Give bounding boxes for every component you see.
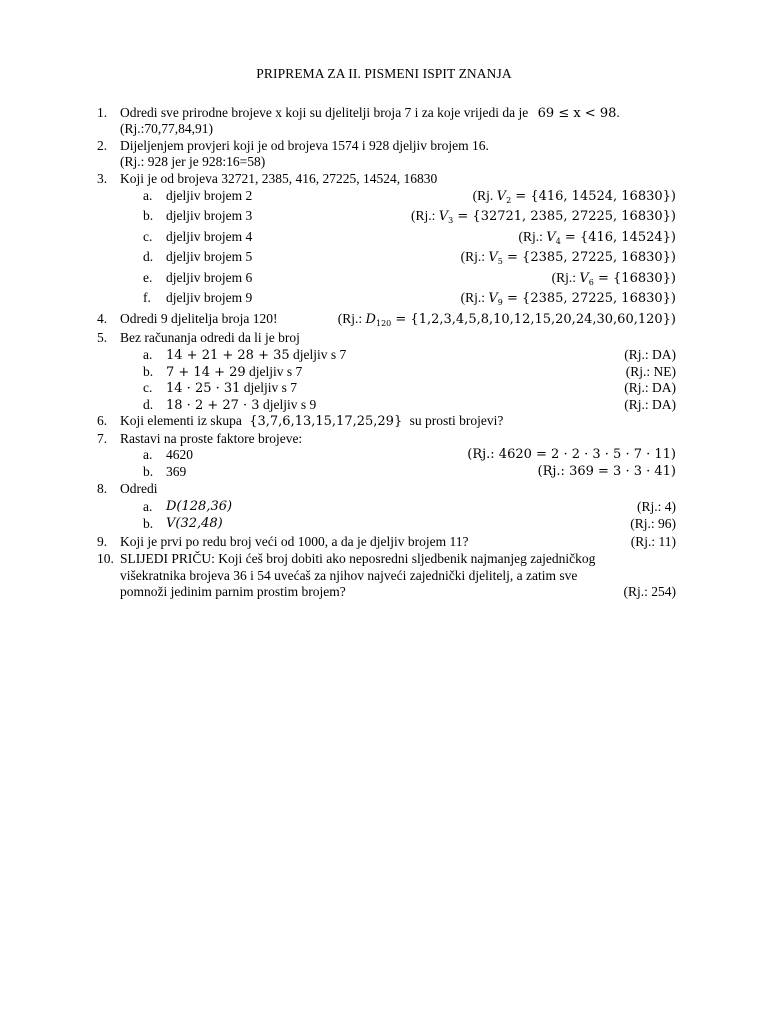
question-number: 4. <box>97 311 108 326</box>
sub-item: d. 18 · 2 + 27 · 3 djeljiv s 9 (Rj.: DA) <box>143 397 676 413</box>
answer: (Rj.: NE) <box>625 364 676 379</box>
question-6: 6. Koji elementi iz skupa {3,7,6,13,15,17,25,29} su prosti brojevi? <box>97 413 504 429</box>
answer: (Rj.: 369 = 3 · 3 · 41) <box>537 464 676 479</box>
question-text: Odredi <box>120 481 158 496</box>
answer: (Rj.: 4620 = 2 · 2 · 3 · 5 · 7 · 11) <box>467 447 676 462</box>
sub-item: a. 14 + 21 + 28 + 35 djeljiv s 7 (Rj.: DA) <box>143 347 676 363</box>
question-number: 3. <box>97 171 108 186</box>
sub-item: b. 7 + 14 + 29 djeljiv s 7 (Rj.: NE) <box>143 364 676 380</box>
question-4 <box>0 309 768 329</box>
sub-item: b. djeljiv brojem 3 (Rj.: $V_3 = \{32721$, 2385, 27225, 16830}) <box>0 206 768 226</box>
sub-item: e. djeljiv brojem 6 (Rj.: $V_6 = \{16830\}$) <box>0 268 768 288</box>
question-text: Koji je od brojeva 32721, 2385, 416, 27225, 14524, 16830 <box>120 171 438 186</box>
answer: (Rj.: $V_3 = \{32721$, 2385, 27225, 16830}) <box>411 208 676 225</box>
answer: (Rj.: DA) <box>624 380 676 395</box>
question-number: 1. <box>97 105 108 120</box>
sub-item: a. D(128,36) (Rj.: 4) <box>0 497 768 517</box>
question-number: 5. <box>97 330 108 345</box>
sub-item: a. djeljiv brojem 2 (Rj. $V_2 = \{416$, 14524, 16830}) <box>0 186 768 206</box>
sub-item: a. 4620 (Rj.: 4620 = 2 · 2 · 3 · 5 · 7 · 11) <box>0 445 768 465</box>
question-text: Bez računanja odredi da li je broj <box>120 330 300 345</box>
answer: (Rj.: 928 jer je 928:16=58) <box>120 154 266 169</box>
math-expression: {3,7,6,13,15,17,25,29} <box>249 414 403 429</box>
sub-item: b. 369 (Rj.: 369 = 3 · 3 · 41) <box>0 462 768 482</box>
page-title: PRIPREMA ZA II. PISMENI ISPIT ZNANJA <box>256 66 512 81</box>
answer: (Rj.: 96) <box>630 516 676 531</box>
question-1: 1. Odredi sve prirodne brojeve x koji su djelitelji broja 7 i za koje vrijedi da je 69 ≤ x < 98. <box>97 105 620 121</box>
answer: (Rj.: 11) <box>630 534 676 549</box>
answer: (Rj.: $V_6 = \{16830\}$) <box>551 270 676 287</box>
answer: (Rj.: DA) <box>624 347 676 362</box>
answer: (Rj. $V_2 = \{416$, 14524, 16830}) <box>472 188 676 205</box>
question-number: 8. <box>97 481 108 496</box>
question-text: Odredi 9 djelitelja broja 120! <box>120 311 278 326</box>
question-text: Koji je prvi po redu broj veći od 1000, a da je djeljiv brojem 11? <box>120 534 469 549</box>
answer: (Rj.:70,77,84,91) <box>120 121 213 136</box>
math-expression: 69 ≤ x < 98 <box>537 106 617 121</box>
question-number: 7. <box>97 431 108 446</box>
question-text: Rastavi na proste faktore brojeve: <box>120 431 303 446</box>
question-text: SLIJEDI PRIČU: Koji ćeš broj dobiti ako neposredni sljedbenik najmanjeg zajedničkog <box>120 551 596 566</box>
sub-item: d. djeljiv brojem 5 (Rj.: $V_5 = \{2385$, 27225, 16830}) <box>0 247 768 267</box>
answer: (Rj.: $D_{120} = \{1,2,3,4,5,8,10,12,15,20,24,30,60,120\}$) <box>337 311 676 328</box>
answer: (Rj.: DA) <box>624 397 676 412</box>
question-number: 6. <box>97 413 108 428</box>
answer: (Rj.: 4) <box>637 499 676 514</box>
answer: (Rj.: $V_5 = \{2385$, 27225, 16830}) <box>460 249 676 266</box>
answer: (Rj.: $V_9 = \{2385$, 27225, 16830}) <box>460 290 676 307</box>
question-text: Dijeljenjem provjeri koji je od brojeva 1574 i 928 djeljiv brojem 16. <box>120 138 489 153</box>
sub-item: c. 14 · 25 · 31 djeljiv s 7 (Rj.: DA) <box>143 380 676 396</box>
question-text: Koji elementi iz skupa <box>120 413 242 428</box>
question-text: Odredi sve prirodne brojeve x koji su djelitelji broja 7 i za koje vrijedi da je <box>120 105 529 120</box>
answer: (Rj.: $V_4 = \{416$, 14524}) <box>518 229 676 246</box>
question-number: 9. <box>97 534 108 549</box>
question-text-continued: pomnoži jedinim parnim prostim brojem? (Rj.: 254) <box>0 582 768 602</box>
question-number: 2. <box>97 138 108 153</box>
sub-item: f. djeljiv brojem 9 (Rj.: $V_9 = \{2385$, 27225, 16830}) <box>0 288 768 308</box>
sub-item: c. djeljiv brojem 4 (Rj.: $V_4 = \{416$, 14524}) <box>0 227 768 247</box>
answer: (Rj.: 254) <box>623 584 676 599</box>
sub-item: b. V(32,48) (Rj.: 96) <box>0 514 768 534</box>
question-number: 10. <box>97 551 114 566</box>
question-8 <box>0 479 768 499</box>
question-text-continued: višekratnika brojeva 36 i 54 uvećaš za njihov najveći zajednički djelitelj, a zatim sve <box>120 568 578 583</box>
